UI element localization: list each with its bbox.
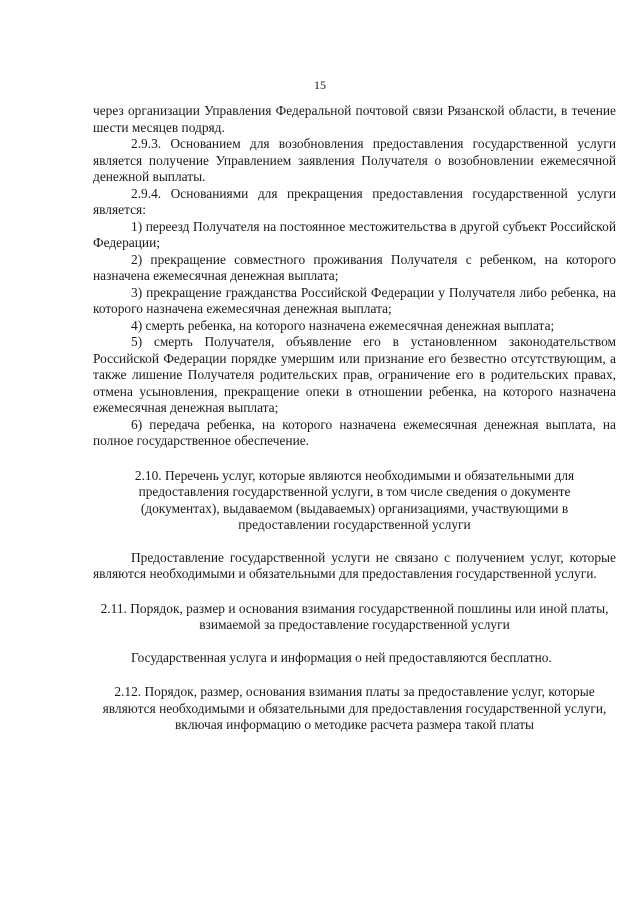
section-body-2-10: Предоставление государственной услуги не связано с получением услуг, которые являются необходимыми и обязательными для предоставления государственной услуги. [93,549,616,581]
section-heading-2-11: 2.11. Порядок, размер и основания взимания государственной пошлины или иной платы, взимаемой за предоставление государственной услуги [100,600,609,632]
section-body-2-11: Государственная услуга и информация о ней предоставляются бесплатно. [131,649,552,665]
list-item: 4) смерть ребенка, на которого назначена ежемесячная денежная выплата; [131,317,555,333]
list-item: 2) прекращение совместного проживания Получателя с ребенком, на которого назначена ежемесячная денежная выплата; [93,251,616,283]
paragraph-continuation: через организации Управления Федеральной почтовой связи Рязанской области, в течение шести месяцев подряд. [93,103,616,135]
paragraph-2-9-3: 2.9.3. Основанием для возобновления предоставления государственной услуги является получение Управлением заявления Получателя о возобновлении ежемесячной денежной выплаты. [93,136,616,184]
section-heading-2-10: 2.10. Перечень услуг, которые являются необходимыми и обязательными для предоставления государственной услуги, в том числе сведения о документе (документах), выдаваемом (выдаваемых) организациями, участвующими в предоставлении государственной услуги [134,467,575,532]
list-item: 5) смерть Получателя, объявление его в установленном законодательством Российской Федерации порядке умершим или признание его безвестно отсутствующим, а также лишение Получателя родительских прав, ограничение его в родительских правах, отмена усыновления, прекращение опеки в отношении ребенка, на которого назначена ежемесячная денежная выплата; [93,334,616,415]
list-item: 3) прекращение гражданства Российской Федерации у Получателя либо ребенка, на которого назначена ежемесячная денежная выплата; [93,284,616,316]
paragraph-2-9-4: 2.9.4. Основаниями для прекращения предоставления государственной услуги является: [93,185,616,217]
page-number: 15 [314,78,326,92]
list-item: 6) передача ребенка, на которого назначена ежемесячная денежная выплата, на полное государственное обеспечение. [93,416,616,448]
section-heading-2-12: 2.12. Порядок, размер, основания взимания платы за предоставление услуг, которые являются необходимыми и обязательными для предоставления государственной услуги, включая информацию о методике расчета размера такой платы [102,684,607,732]
document-body [93,103,616,734]
list-item: 1) переезд Получателя на постоянное местожительства в другой субъект Российской Федерации; [93,218,616,250]
